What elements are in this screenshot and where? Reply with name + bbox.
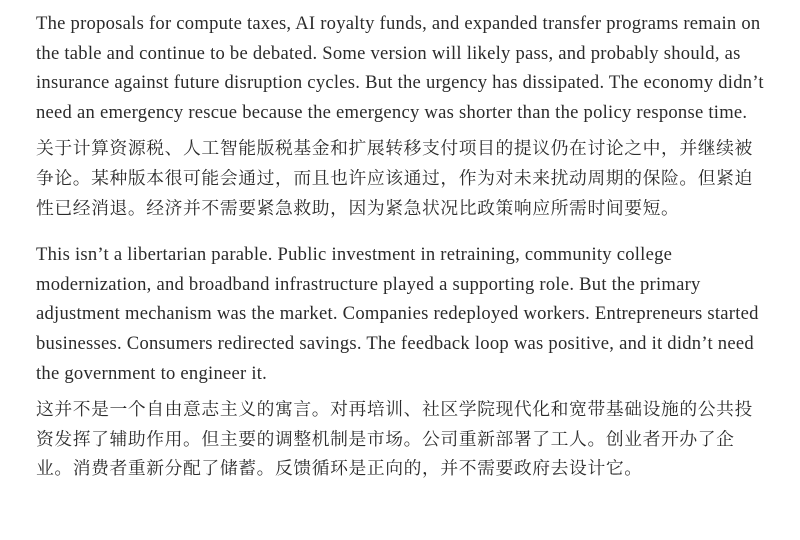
article-body: [36, 9, 766, 484]
paragraph-chinese-1: 关于计算资源税、人工智能版税基金和扩展转移支付项目的提议仍在讨论之中，并继续被争论。某种版本很可能会通过，而且也许应该通过，作为对未来扰动周期的保险。但紧迫性已经消退。经济并不需要紧急救助，因为紧急状况比政策响应所需时间要短。: [36, 138, 753, 219]
paragraph-chinese-2: 这并不是一个自由意志主义的寓言。对再培训、社区学院现代化和宽带基础设施的公共投资发挥了辅助作用。但主要的调整机制是市场。公司重新部署了工人。创业者开办了企业。消费者重新分配了储蓄。反馈循环是正向的，并不需要政府去设计它。: [36, 399, 753, 480]
section-spacer: [36, 223, 766, 240]
paragraph-english-2: This isn’t a libertarian parable. Public investment in retraining, community college modernization, and broadband infrastructure played a supporting role. But the primary adjustment mechanism was the market. Companies redeployed workers. Entrepreneurs started businesses. Consumers redirected savings. The feedback loop was positive, and it didn’t need the government to engineer it.: [36, 244, 759, 384]
paragraph-english-1: The proposals for compute taxes, AI royalty funds, and expanded transfer programs remain on the table and continue to be debated. Some version will likely pass, and probably should, as insurance against future disruption cycles. But the urgency has dissipated. The economy didn’t need an emergency rescue because the emergency was shorter than the policy response time.: [36, 13, 764, 123]
paragraph-spacer: [36, 127, 766, 134]
paragraph-spacer: [36, 388, 766, 395]
